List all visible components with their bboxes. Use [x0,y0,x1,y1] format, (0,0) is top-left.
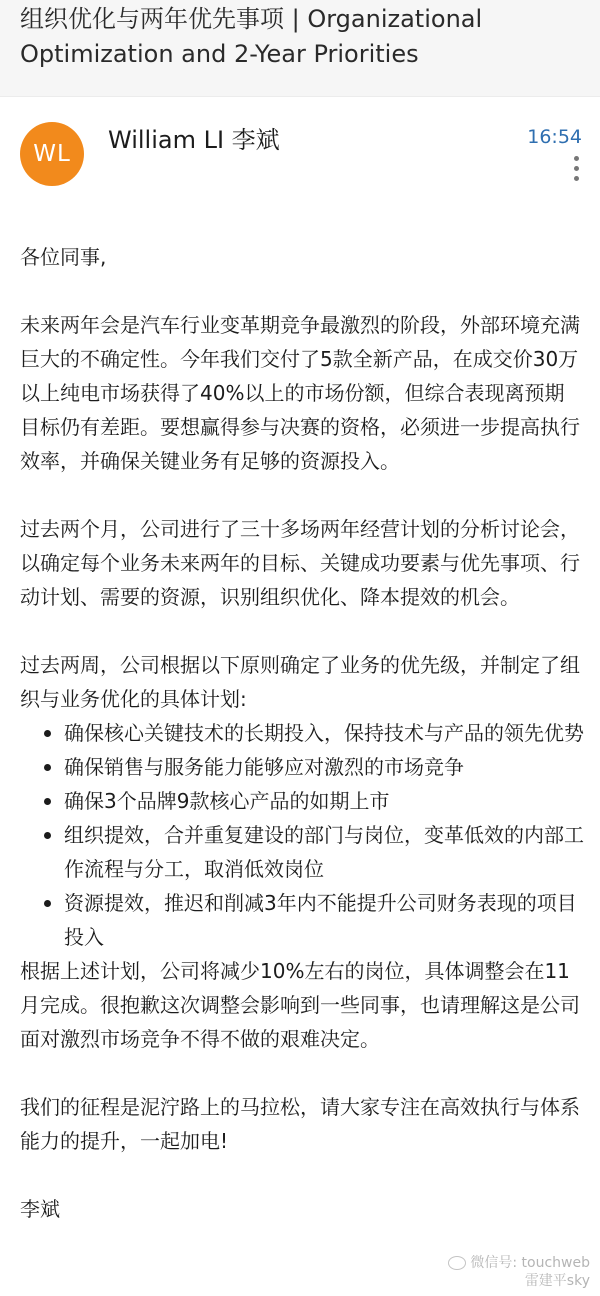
avatar[interactable]: WL [20,122,84,186]
email-body [20,240,584,1226]
list-item: 确保销售与服务能力能够应对激烈的市场竞争 [64,750,584,784]
body-paragraph-4: 根据上述计划，公司将减少10%左右的岗位，具体调整会在11月完成。很抱歉这次调整会影响到一些同事，也请理解这是公司面对激烈市场竞争不得不做的艰难决定。 [20,959,580,1051]
wechat-icon [448,1256,466,1270]
priority-list [20,716,584,954]
watermark-line-2: 雷建平sky [524,1273,590,1289]
sender-name[interactable]: William LI 李斌 [108,126,280,154]
more-dot [574,176,579,181]
signature: 李斌 [20,1197,60,1221]
body-paragraph-1: 未来两年会是汽车行业变革期竞争最激烈的阶段，外部环境充满巨大的不确定性。今年我们交付了5款全新产品，在成交价30万以上纯电市场获得了40%以上的市场份额，但综合表现离预期目标仍有差距。要想赢得参与决赛的资格，必须进一步提高执行效率，并确保关键业务有足够的资源投入。 [20,313,580,473]
greeting: 各位同事, [20,245,107,269]
watermark [448,1254,590,1290]
sender-row [0,110,600,200]
more-options-icon[interactable] [572,156,580,184]
watermark-account: 微信号: touchweb [470,1255,590,1271]
more-dot [574,166,579,171]
list-item: 确保3个品牌9款核心产品的如期上市 [64,784,584,818]
body-paragraph-3: 过去两周，公司根据以下原则确定了业务的优先级，并制定了组织与业务优化的具体计划: [20,653,580,711]
list-item: 确保核心关键技术的长期投入，保持技术与产品的领先优势 [64,716,584,750]
sent-time: 16:54 [527,126,582,148]
more-dot [574,156,579,161]
body-paragraph-2: 过去两个月，公司进行了三十多场两年经营计划的分析讨论会，以确定每个业务未来两年的目标、关键成功要素与优先事项、行动计划、需要的资源，识别组织优化、降本提效的机会。 [20,517,580,609]
list-item: 资源提效，推迟和削减3年内不能提升公司财务表现的项目投入 [64,886,584,954]
watermark-line-1 [448,1254,590,1272]
email-header [0,0,600,97]
list-item: 组织提效，合并重复建设的部门与岗位，变革低效的内部工作流程与分工，取消低效岗位 [64,818,584,886]
email-subject: 组织优化与两年优先事项 | Organizational Optimization and 2-Year Priorities [20,5,483,68]
body-paragraph-5: 我们的征程是泥泞路上的马拉松，请大家专注在高效执行与体系能力的提升，一起加电! [20,1095,580,1153]
